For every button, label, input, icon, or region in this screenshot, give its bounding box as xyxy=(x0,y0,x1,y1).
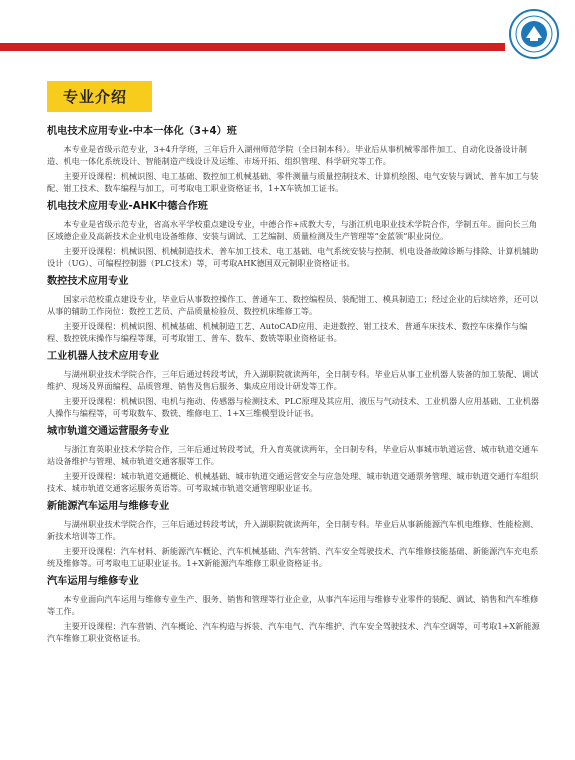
program-courses: 主要开设课程：机械识图、机械制造技术、普车加工技术、电工基础、电气系统安装与控制、机电设备故障诊断与排除、计算机辅助设计（UG）、可编程控制器（PLC技术）等，可考取AHK德国双元制职业资格证书。 xyxy=(47,246,539,268)
program-section xyxy=(47,200,543,269)
program-description: 本专业是省级示范专业，省高水平学校重点建设专业，中德合作+成教大专，与浙江机电职业技术学院合作，学制五年。面向长三角区域德企业及高新技术企业机电设备维修、安装与调试、工艺编制、质量检测及生产管理等“金蓝领”职业岗位。 xyxy=(47,219,537,241)
program-heading: 新能源汽车运用与维修专业 xyxy=(47,501,170,512)
program-section xyxy=(47,275,543,344)
program-description: 本专业是省级示范专业，3+4升学班，三年后升入湖州师范学院（全日制本科）。毕业后从事机械零部件加工、自动化设备设计制造、机电一体化系统设计、智能制造产线设计及运维、市场开拓、组织管理、科学研究等工作。 xyxy=(47,144,527,166)
program-heading: 数控技术应用专业 xyxy=(47,276,129,287)
program-heading: 机电技术应用专业-中本一体化（3+4）班 xyxy=(47,126,237,137)
program-heading: 汽车运用与维修专业 xyxy=(47,576,139,587)
program-courses: 主要开设课程：汽车材料、新能源汽车概论、汽车机械基础、汽车营销、汽车安全驾驶技术、汽车维修技能基础、新能源汽车充电系统及维修等。可考取电工证职业证书。1+X新能源汽车维修工职业资格证书。 xyxy=(47,546,539,568)
program-description: 国家示范校重点建设专业，毕业后从事数控操作工、普通车工、数控编程员、装配钳工、模具制造工；经过企业的后续培养，还可以从事的辅助工作岗位：数控工艺员、产品质量检验员、数控机床维修工等。 xyxy=(47,294,539,316)
school-emblem-icon xyxy=(508,8,560,60)
program-courses: 主要开设课程：机械识图、电机与拖动、传感器与检测技术、PLC原理及其应用、液压与气动技术、工业机器人应用基础、工业机器人操作与编程等，可考取数车、数铣、维修电工、1+X三维模型设计证书。 xyxy=(47,396,540,418)
program-courses: 主要开设课程：城市轨道交通概论、机械基础、城市轨道交通运营安全与应急处理、城市轨道交通票务管理、城市轨道交通行车组织技术、城市轨道交通客运服务英语等。可考取城市轨道交通管理职业证书。 xyxy=(47,471,539,493)
program-courses: 主要开设课程：汽车营销、汽车概论、汽车构造与拆装、汽车电气、汽车维护、汽车安全驾驶技术、汽车空调等，可考取1+X新能源汽车维修工职业资格证书。 xyxy=(47,621,540,643)
program-section xyxy=(47,425,543,494)
program-heading: 机电技术应用专业-AHK中德合作班 xyxy=(47,201,208,212)
program-section xyxy=(47,350,543,419)
program-description: 本专业面向汽车运用与维修专业生产、服务、销售和管理等行业企业，从事汽车运用与维修专业零件的装配、调试、销售和汽车维修等工作。 xyxy=(47,594,539,616)
header-red-bar xyxy=(0,43,505,51)
program-description: 与湖州职业技术学院合作，三年后通过转段考试，升入湖职院就读两年，全日制专科。毕业后从事新能源汽车机电维修、性能检测、新技术培训等工作。 xyxy=(47,519,539,541)
program-heading: 工业机器人技术应用专业 xyxy=(47,351,160,362)
program-section xyxy=(47,500,543,569)
program-section xyxy=(47,575,543,644)
program-heading: 城市轨道交通运营服务专业 xyxy=(47,426,170,437)
program-section xyxy=(47,125,543,194)
program-list xyxy=(47,125,543,650)
program-courses: 主要开设课程：机械识图、电工基础、数控加工机械基础、零件测量与质量控制技术、计算机绘图、电气安装与调试、普车加工与装配、钳工技术、数车编程与加工，可考取电工职业资格证书，1+X车铣加工证书。 xyxy=(47,171,539,193)
program-description: 与浙江育英职业技术学院合作，三年后通过转段考试，升入育英就读两年，全日制专科，毕业后从事城市轨道运营、城市轨道交通车站设备维护与管理、城市轨道交通客服等工作。 xyxy=(47,444,539,466)
program-courses: 主要开设课程：机械识图、机械基础、机械制造工艺、AutoCAD应用、走进数控、钳工技术、普通车床技术、数控车床操作与编程、数控铣床操作与编程等课，可考取钳工、普车、数车、数铣等职业资格证书。 xyxy=(47,321,528,343)
program-description: 与湖州职业技术学院合作，三年后通过转段考试，升入湖职院就读两年，全日制专科。毕业后从事工业机器人装备的加工装配、调试维护、现场及界面编程、品质管理、销售及售后服务、集成应用设计研发等工作。 xyxy=(47,369,539,391)
page-section-title: 专业介绍 xyxy=(47,81,152,112)
